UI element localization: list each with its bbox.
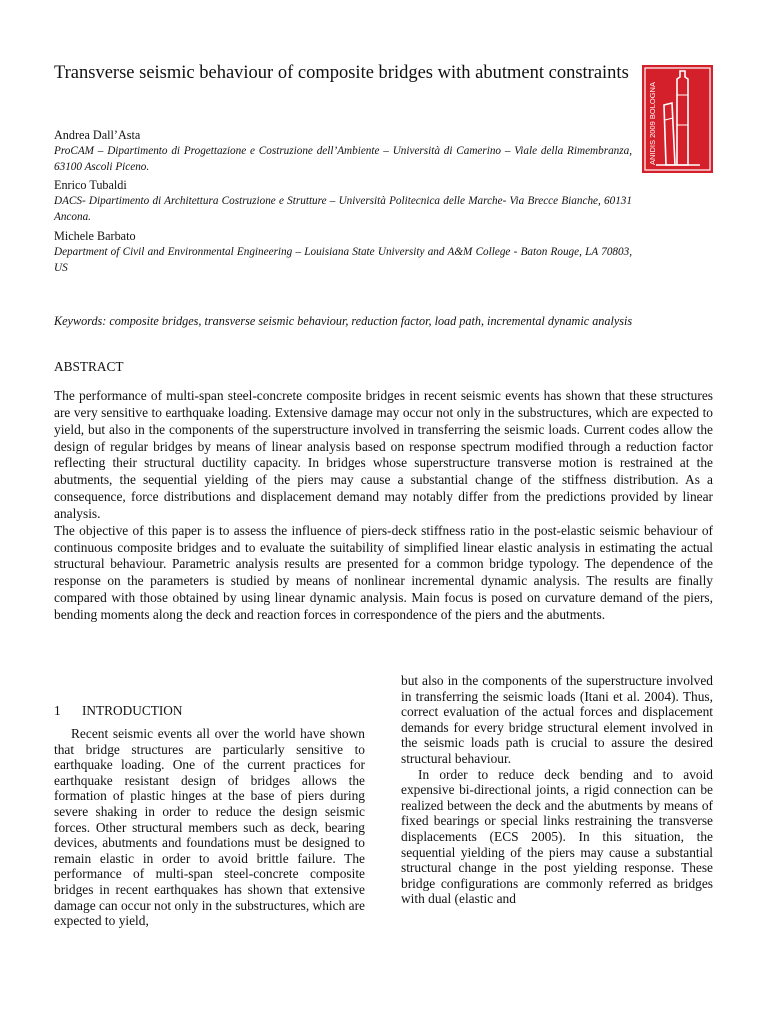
section-number: 1 — [54, 703, 61, 718]
author-name: Andrea Dall’Asta — [54, 128, 141, 142]
abstract-paragraph: The performance of multi-span steel-concrete composite bridges in recent seismic events has shown that these structures are very sensitive to earthquake loading. Extensive damage may occur not only in the substructures, which are expected to yield, but also in the components of the superstructure involved in transferring the seismic loads. Current codes allow the design of regular bridges by means of linear analysis based on response spectrum modified through a reduction factor reflecting their structural ductility capacity. In bridges whose superstructure transverse motion is restrained at the abutments, the sequential yielding of the piers may cause a substantial change of the stiffness distribution. As a consequence, force distributions and displacement demand may notably differ from the predictions provided by linear analysis. — [54, 388, 713, 521]
left-column — [54, 726, 365, 929]
right-column — [401, 673, 713, 907]
abstract-paragraph: The objective of this paper is to assess the influence of piers-deck stiffness ratio in the post-elastic seismic behaviour of continuous composite bridges and to evaluate the suitability of simplified linear elastic analysis in estimating the actual structural behaviour. Parametric analysis results are presented for a common bridge typology. The dependence of the response on the parameters is studied by means of nonlinear incremental dynamic analysis. The results are finally compared with those obtained by using linear dynamic analysis. Main focus is posed on curvature demand of the piers, bending moments along the deck and reaction forces in correspondence of the piers and the abutments. — [54, 522, 713, 622]
section-title: INTRODUCTION — [82, 703, 183, 718]
author-affiliation: ProCAM – Dipartimento di Progettazione e Costruzione dell’Ambiente – Università di Camerino – Viale della Rimembranza, 63100 Ascoli Piceno. — [54, 145, 632, 173]
keywords: Keywords: composite bridges, transverse seismic behaviour, reduction factor, load path, incremental dynamic analysis — [54, 314, 633, 328]
author-name: Michele Barbato — [54, 229, 136, 243]
intro-paragraph: Recent seismic events all over the world have shown that bridge structures are particularly sensitive to earthquake loading. One of the current practices for earthquake resistant design of bridges allows the formation of plastic hinges at the base of piers during severe shaking in order to reduce the design seismic forces. Other structural members such as deck, bearing devices, abutments and foundations must be designed to remain elastic in order to avoid brittle failure. The performance of multi-span steel-concrete composite bridges in recent earthquakes has shown that extensive damage can occur not only in the substructures, which are expected to yield, — [54, 726, 365, 929]
paper-title: Transverse seismic behaviour of composite bridges with abutment constraints — [54, 63, 629, 83]
abstract-heading: ABSTRACT — [54, 359, 124, 374]
section-heading — [54, 702, 182, 719]
conference-logo — [642, 65, 713, 173]
author-affiliation: Department of Civil and Environmental Engineering – Louisiana State University and A&M College - Baton Rouge, LA 70803, US — [54, 246, 632, 274]
logo-text: ANIDIS 2009 BOLOGNA — [648, 82, 657, 165]
towers-logo-icon — [642, 65, 713, 173]
intro-paragraph: but also in the components of the superstructure involved in transferring the seismic loads (Itani et al. 2004). Thus, correct evaluation of the actual forces and displacement demands for every bridge structural element involved in the seismic loads path is crucial to assure the desired structural behaviour. — [401, 673, 713, 766]
author-affiliation: DACS- Dipartimento di Architettura Costruzione e Strutture – Università Politecnica delle Marche- Via Brecce Bianche, 60131 Ancona. — [54, 195, 632, 223]
intro-paragraph: In order to reduce deck bending and to avoid expensive bi-directional joints, a rigid connection can be realized between the deck and the abutments by means of fixed bearings or special links restraining the transverse displacements (ECS 2005). In this situation, the sequential yielding of the piers may cause a substantial structural change in the post yielding response. These bridge configurations are commonly referred as bridges with dual (elastic and — [401, 766, 713, 907]
abstract-body — [54, 388, 713, 624]
author-name: Enrico Tubaldi — [54, 178, 127, 192]
